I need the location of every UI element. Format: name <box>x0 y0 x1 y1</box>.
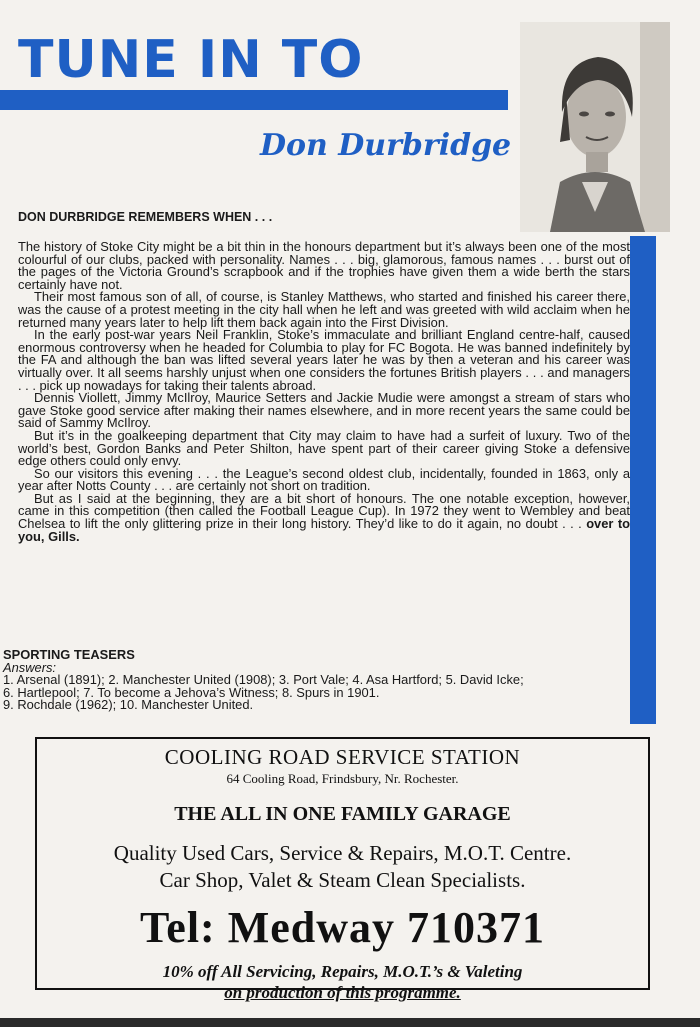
article-closing: over to you, Gills. <box>18 516 630 544</box>
advert-offer-line: 10% off All Servicing, Repairs, M.O.T.’s & Valeting <box>162 962 523 981</box>
advert-services <box>37 840 648 894</box>
article-heading: DON DURBRIDGE REMEMBERS WHEN . . . <box>18 210 273 224</box>
advert-tagline: THE ALL IN ONE FAMILY GARAGE <box>174 803 511 825</box>
presenter-name: Don Durbridge <box>260 128 512 163</box>
teasers-answer-line: 9. Rochdale (1962); 10. Manchester United. <box>3 697 254 713</box>
garage-advert <box>35 737 650 1002</box>
advert-offer-condition: on production of this programme. <box>224 983 461 1002</box>
article-paragraph: The history of Stoke City might be a bit thin in the honours department but it’s always been one of the most colourful of our clubs, packed with personality. Names . . . big, glamorous, famous names . . . burst out of the pages of the Victoria Ground’s scrapbook and if the trophies have given them a wide berth the stars certainly have not. <box>18 239 630 292</box>
page-bottom-strip <box>0 1018 700 1027</box>
article-paragraph: Their most famous son of all, of course, is Stanley Matthews, who started and finished his career there, was the cause of a protest meeting in the city hall when he left and was greeted with wild acclaim when he returned many years later to help lift them back again into the First Division. <box>18 289 630 330</box>
advert-address: 64 Cooling Road, Frindsbury, Nr. Rochester. <box>226 771 459 786</box>
advert-services-line: Quality Used Cars, Service & Repairs, M.O.T. Centre. <box>113 841 572 865</box>
sporting-teasers <box>3 649 628 712</box>
side-accent-bar <box>630 236 656 724</box>
advert-business-name: COOLING ROAD SERVICE STATION <box>164 745 521 769</box>
article-body <box>18 241 630 543</box>
title-underline-bar <box>0 90 508 110</box>
page-title: TUNE IN TO <box>18 30 364 90</box>
teasers-answer-line: 6. Hartlepool; 7. To become a Jehova’s Witness; 8. Spurs in 1901. <box>3 684 380 700</box>
article-paragraph-last <box>18 490 630 544</box>
article-paragraph-text: But as I said at the beginning, they are a bit short of honours. The one notable exception, however, came in this competition (then called the Football League Cup). In 1972 they went to Wembley and beat Chelsea to lift the only glittering prize in their long history. They’d like to do it again, no doubt . . . <box>18 490 630 532</box>
presenter-photo <box>520 22 670 232</box>
advert-services-line: Car Shop, Valet & Steam Clean Specialists. <box>159 868 526 892</box>
advert-offer <box>37 961 648 1003</box>
article-paragraph: So our visitors this evening . . . the League’s second oldest club, incidentally, founded in 1863, only a year after Notts County . . . are certainly not short on tradition. <box>18 465 630 494</box>
article-paragraph: In the early post-war years Neil Franklin, Stoke’s immaculate and brilliant England centre-half, caused enormous controversy when he headed for Columbia to play for FC Bogota. He was banned indefinitely by the FA and although the ban was lifted several years later he was by then a veteran and his career was virtually over. It all seems harshly unjust when one considers the fortunes British players . . . and managers . . . pick up nowadays for taking their talents abroad. <box>18 327 630 393</box>
teasers-subheading: Answers: <box>3 659 57 675</box>
advert-telephone: Tel: Medway 710371 <box>139 903 546 952</box>
article-paragraph: Dennis Viollett, Jimmy McIlroy, Maurice Setters and Jackie Mudie were amongst a stream of stars who gave Stoke good service after making their names elsewhere, and in more recent years the same could be said of Sammy McIlroy. <box>18 390 630 431</box>
article-paragraph: But it’s in the goalkeeping department that City may claim to have had a surfeit of luxury. Two of the world’s best, Gordon Banks and Peter Shilton, have spent part of their career giving Stoke a defensive edge others could only envy. <box>18 427 630 469</box>
teasers-heading: SPORTING TEASERS <box>3 647 135 662</box>
teasers-answer-line: 1. Arsenal (1891); 2. Manchester United (1908); 3. Port Vale; 4. Asa Hartford; 5. David Icke; <box>3 672 524 688</box>
